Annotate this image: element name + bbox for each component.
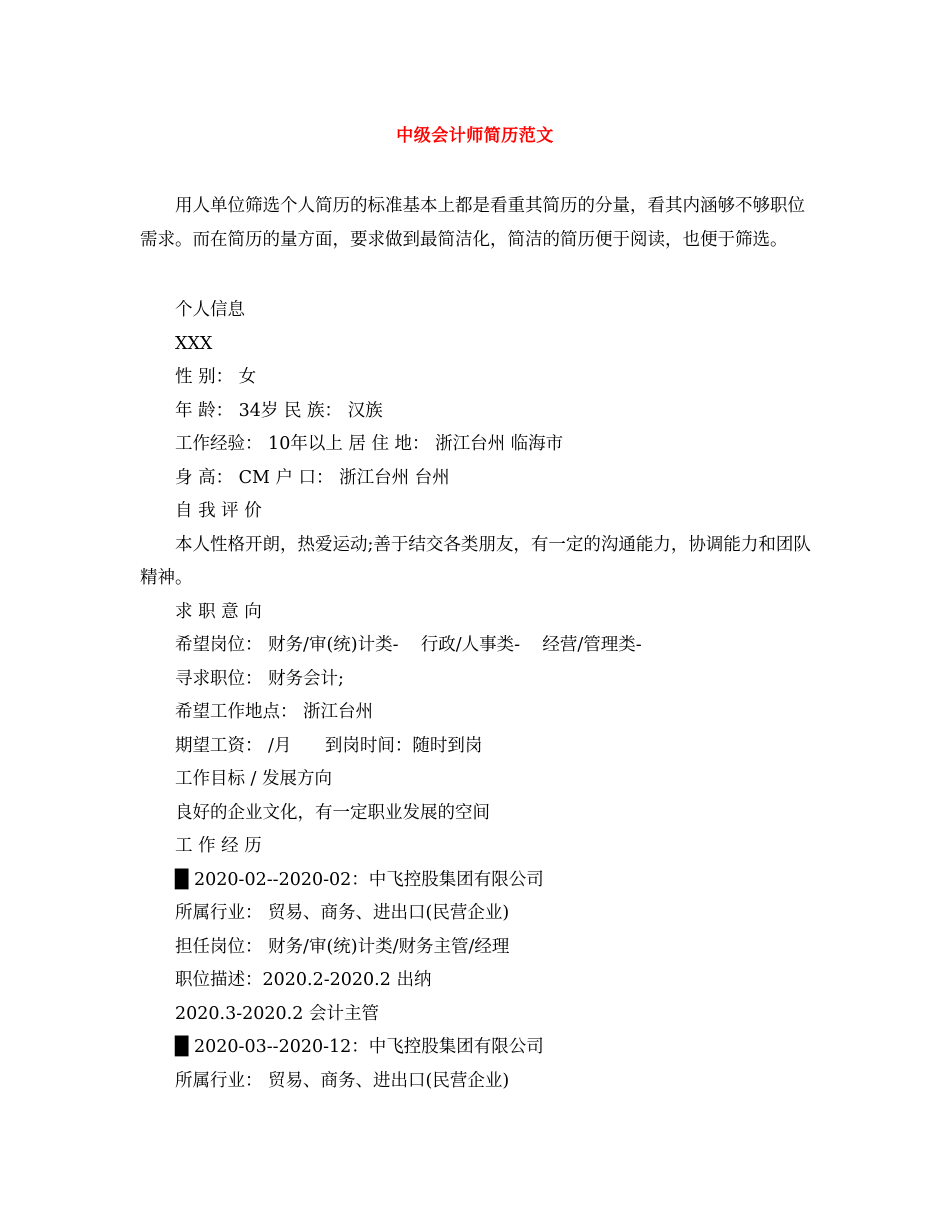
desired-positions-line: 希望岗位： 财务/审(统)计类- 行政/人事类- 经营/管理类- xyxy=(175,635,642,655)
job-entry-1-description: 职位描述：2020.2-2020.2 出纳 xyxy=(175,970,432,990)
job-entry-1-industry: 所属行业： 贸易、商务、进出口(民营企业) xyxy=(175,903,510,923)
job-entry-1-header: █ 2020-02--2020-02：中飞控股集团有限公司 xyxy=(175,869,544,890)
section-heading-work-history: 工 作 经 历 xyxy=(175,836,262,856)
experience-residence-line: 工作经验： 10年以上 居 住 地： 浙江台州 临海市 xyxy=(175,434,564,454)
job-entry-2-header: █ 2020-03--2020-12：中飞控股集团有限公司 xyxy=(175,1037,544,1057)
job-entry-1-description-cont: 2020.3-2020.2 会计主管 xyxy=(175,1003,379,1024)
self-evaluation-text: 本人性格开朗，热爱运动;善于结交各类朋友，有一定的沟通能力，协调能力和团队精神。 xyxy=(140,534,811,588)
sought-job-line: 寻求职位： 财务会计; xyxy=(175,668,344,689)
career-goal-text: 良好的企业文化，有一定职业发展的空间 xyxy=(175,802,490,823)
section-heading-personal-info: 个人信息 xyxy=(175,300,245,320)
resume-body xyxy=(140,294,820,1098)
document-title: 中级会计师简历范文 xyxy=(396,126,554,146)
age-ethnicity-line: 年 龄： 34岁 民 族： 汉族 xyxy=(175,400,383,421)
section-heading-job-intention: 求 职 意 向 xyxy=(175,601,262,622)
job-entry-2-industry: 所属行业： 贸易、商务、进出口(民营企业) xyxy=(175,1070,510,1091)
height-hukou-line: 身 高： CM 户 口： 浙江台州 台州 xyxy=(175,467,450,488)
salary-availability-line: 期望工资： /月 到岗时间：随时到岗 xyxy=(175,735,483,756)
desired-location-line: 希望工作地点： 浙江台州 xyxy=(175,702,374,722)
intro-paragraph: 用人单位筛选个人简历的标准基本上都是看重其简历的分量，看其内涵够不够职位需求。而在简历的量方面，要求做到最简洁化，简洁的简历便于阅读，也便于筛选。 xyxy=(140,196,805,250)
job-entry-1-position: 担任岗位： 财务/审(统)计类/财务主管/经理 xyxy=(175,936,510,957)
name-text: XXX xyxy=(175,333,213,354)
section-heading-self-evaluation: 自 我 评 价 xyxy=(175,501,262,521)
gender-line: 性 别： 女 xyxy=(175,367,257,387)
section-heading-career-goal: 工作目标 / 发展方向 xyxy=(175,769,333,789)
